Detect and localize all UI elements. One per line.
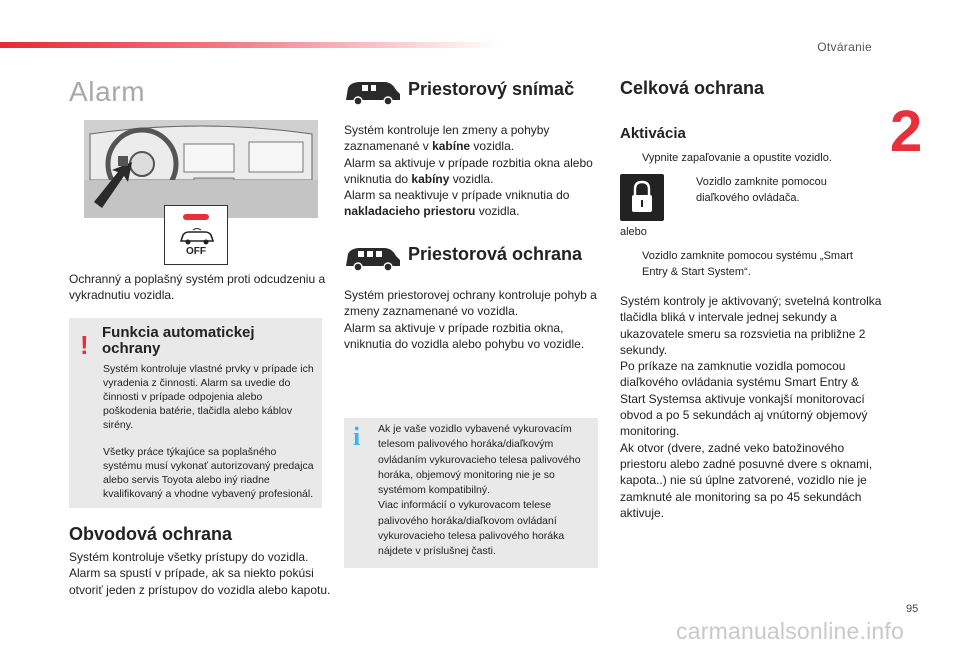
info-paragraph-1: Ak je vaše vozidlo vybavené vykurovacím telesom palivového horáka/diaľkovým ovládaním vykurovacieho telesa palivového horáka, objemový monitoring nie je so systémom kompatibilný. <box>378 423 581 497</box>
heading-priestorova-ochrana: Priestorová ochrana <box>408 244 583 264</box>
led-indicator <box>183 214 209 220</box>
info-paragraph-2: Viac informácií o vykurovacom telese palivového horáka/diaľkovom ovládaní vykurovacieho telesa palivového horáka nájdete v príslušnej časti. <box>378 499 565 558</box>
chapter-number: 2 <box>890 99 923 164</box>
celkova-paragraph-2: Po príkaze na zamknutie vozidla pomocou diaľkového ovládania systému Smart Entry & Start Systemsa aktivuje vonkajší monitorovací obvod a po 5 sekundách aj vnútorný objemový monitoring. <box>620 359 868 439</box>
heading-aktivacia: Aktivácia <box>620 125 686 142</box>
list-item <box>620 150 870 166</box>
warning-paragraph-2: Všetky práce týkajúce sa poplašného systému musí vykonať autorizovaný predajca alebo servis Toyota alebo iný riadne kvalifikovaný a vhodne vybavený profesionál. <box>103 446 314 501</box>
list-item-text: Vozidlo zamknite pomocou systému „Smart Entry & Start System“. <box>642 250 853 278</box>
watermark: carmanualsonline.info <box>676 618 904 644</box>
warning-paragraph-1: Systém kontroluje vlastné prvky v prípade ich vyradenia z činnosti. Alarm sa uvedie do činnosti v prípade odpojenia alebo poškodenia batérie, tlačidla alebo káblov sirény. <box>103 363 314 432</box>
lock-remote-icon <box>620 174 664 221</box>
ochrana-text <box>344 287 602 352</box>
text-run: vozidla. <box>475 204 520 219</box>
heading-obvodova: Obvodová ochrana <box>69 524 233 544</box>
text-run: Alarm sa aktivuje v prípade rozbitia okna alebo vniknutia do <box>344 155 593 186</box>
text-run-bold: kabíny <box>411 171 450 186</box>
alebo-text: alebo <box>620 226 647 238</box>
page-title: Alarm <box>69 76 146 107</box>
page-number: 95 <box>906 603 919 615</box>
info-text <box>378 422 592 560</box>
list-item <box>620 248 870 280</box>
warning-box <box>69 318 322 508</box>
alarm-intro: Ochranný a poplašný systém proti odcudzeniu a vykradnutiu vozidla. <box>69 272 326 303</box>
snimac-text <box>344 122 602 220</box>
list-item <box>674 174 864 206</box>
celkova-text <box>620 293 882 521</box>
heading-priestorovy-snimac: Priestorový snímač <box>408 79 575 99</box>
van-icon <box>344 246 402 272</box>
info-icon: i <box>353 422 361 451</box>
obvodova-text: Systém kontroluje všetky prístupy do vozidla. Alarm sa spustí v prípade, ak sa niekto pokúsi otvoriť jeden z prístupov do vozidla alebo kapotu. <box>69 550 331 597</box>
section-name: Otváranie <box>817 40 872 54</box>
ochrana-paragraph-2: Alarm sa aktivuje v prípade rozbitia okna, vniknutia do vozidla alebo pohybu vo vozidle. <box>344 320 585 351</box>
text-run: vozidla. <box>470 139 515 154</box>
text-run: Systém kontroluje len zmeny a pohyby zaznamenané v <box>344 123 550 154</box>
warning-icon: ! <box>80 330 89 360</box>
celkova-paragraph-3: Ak otvor (dvere, zadné veko batožinového priestoru alebo zadné posuvné dvere s oknami, kapota..) nie sú úplne zatvorené, vozidlo nie je zamknuté ale monitoring sa po 45 sekundách aktivuje. <box>620 440 873 520</box>
alarm-button-illustration <box>164 205 228 265</box>
text-run-bold: nakladacieho priestoru <box>344 204 476 219</box>
text-run: vozidla. <box>449 171 494 186</box>
warning-title: Funkcia automatickej ochrany <box>102 324 255 357</box>
header-accent-bar <box>0 42 500 48</box>
ochrana-paragraph-1: Systém priestorovej ochrany kontroluje pohyb a zmeny zaznamenané vo vozidla. <box>344 288 597 319</box>
list-item-text: Vozidlo zamknite pomocou diaľkového ovládača. <box>696 176 827 204</box>
van-icon <box>344 80 402 106</box>
heading-celkova-ochrana: Celková ochrana <box>620 78 765 98</box>
text-run-bold: kabíne <box>432 139 471 154</box>
alarm-car-icon <box>177 228 217 246</box>
text-run: Alarm sa neaktivuje v prípade vniknutia do <box>344 188 570 203</box>
info-box <box>344 418 598 568</box>
list-item-text: Vypnite zapaľovanie a opustite vozidlo. <box>642 152 832 164</box>
celkova-paragraph-1: Systém kontroly je aktivovaný; svetelná kontrolka tlačidla bliká v intervale jednej sekundy a ukazovatele smeru sa rozsvietia na približne 2 sekundy. <box>620 294 882 357</box>
dashboard-illustration <box>84 120 318 218</box>
off-label: OFF <box>186 246 206 257</box>
